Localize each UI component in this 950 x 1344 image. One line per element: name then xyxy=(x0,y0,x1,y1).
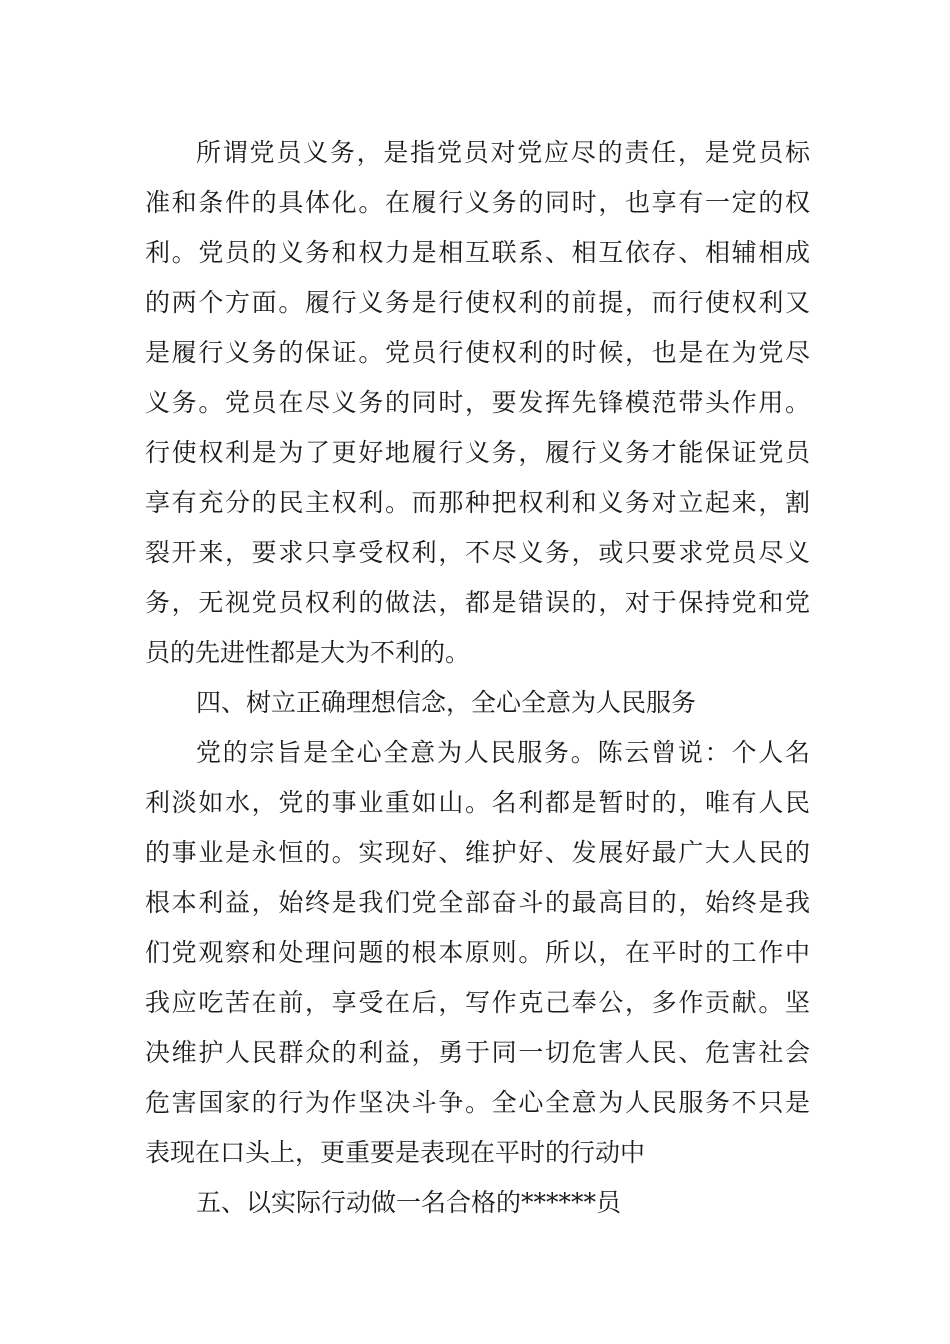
paragraph-line: 的两个方面。履行义务是行使权利的前提，而行使权利又 xyxy=(145,288,810,317)
paragraph-line: 员的先进性都是大为不利的。 xyxy=(145,638,471,667)
paragraph-line: 享有充分的民主权利。而那种把权利和义务对立起来，割 xyxy=(145,488,810,517)
paragraph-line: 义务。党员在尽义务的同时，要发挥先锋模范带头作用。 xyxy=(145,388,810,417)
section-heading: 四、树立正确理想信念，全心全意为人民服务 xyxy=(196,688,697,717)
paragraph-line: 我应吃苦在前，享受在后，写作克己奉公，多作贡献。坚 xyxy=(145,988,810,1017)
section-heading: 五、以实际行动做一名合格的******员 xyxy=(196,1188,622,1217)
paragraph-line: 是履行义务的保证。党员行使权利的时候，也是在为党尽 xyxy=(145,338,810,367)
paragraph-line: 行使权利是为了更好地履行义务，履行义务才能保证党员 xyxy=(145,438,810,467)
paragraph-line: 所谓党员义务，是指党员对党应尽的责任，是党员标 xyxy=(196,138,810,167)
paragraph-line: 的事业是永恒的。实现好、维护好、发展好最广大人民的 xyxy=(145,838,810,867)
paragraph-line: 危害国家的行为作坚决斗争。全心全意为人民服务不只是 xyxy=(145,1088,810,1117)
paragraph-line: 表现在口头上，更重要是表现在平时的行动中 xyxy=(145,1138,646,1167)
paragraph-line: 务，无视党员权利的做法，都是错误的，对于保持党和党 xyxy=(145,588,810,617)
paragraph-line: 根本利益，始终是我们党全部奋斗的最高目的，始终是我 xyxy=(145,888,810,917)
paragraph-line: 利。党员的义务和权力是相互联系、相互依存、相辅相成 xyxy=(145,238,810,267)
paragraph-line: 裂开来，要求只享受权利，不尽义务，或只要求党员尽义 xyxy=(145,538,810,567)
paragraph-line: 准和条件的具体化。在履行义务的同时，也享有一定的权 xyxy=(145,188,810,217)
paragraph-line: 决维护人民群众的利益，勇于同一切危害人民、危害社会 xyxy=(145,1038,810,1067)
paragraph-line: 党的宗旨是全心全意为人民服务。陈云曾说：个人名 xyxy=(196,738,810,767)
paragraph-line: 利淡如水，党的事业重如山。名利都是暂时的，唯有人民 xyxy=(145,788,810,817)
paragraph-line: 们党观察和处理问题的根本原则。所以，在平时的工作中 xyxy=(145,938,810,967)
